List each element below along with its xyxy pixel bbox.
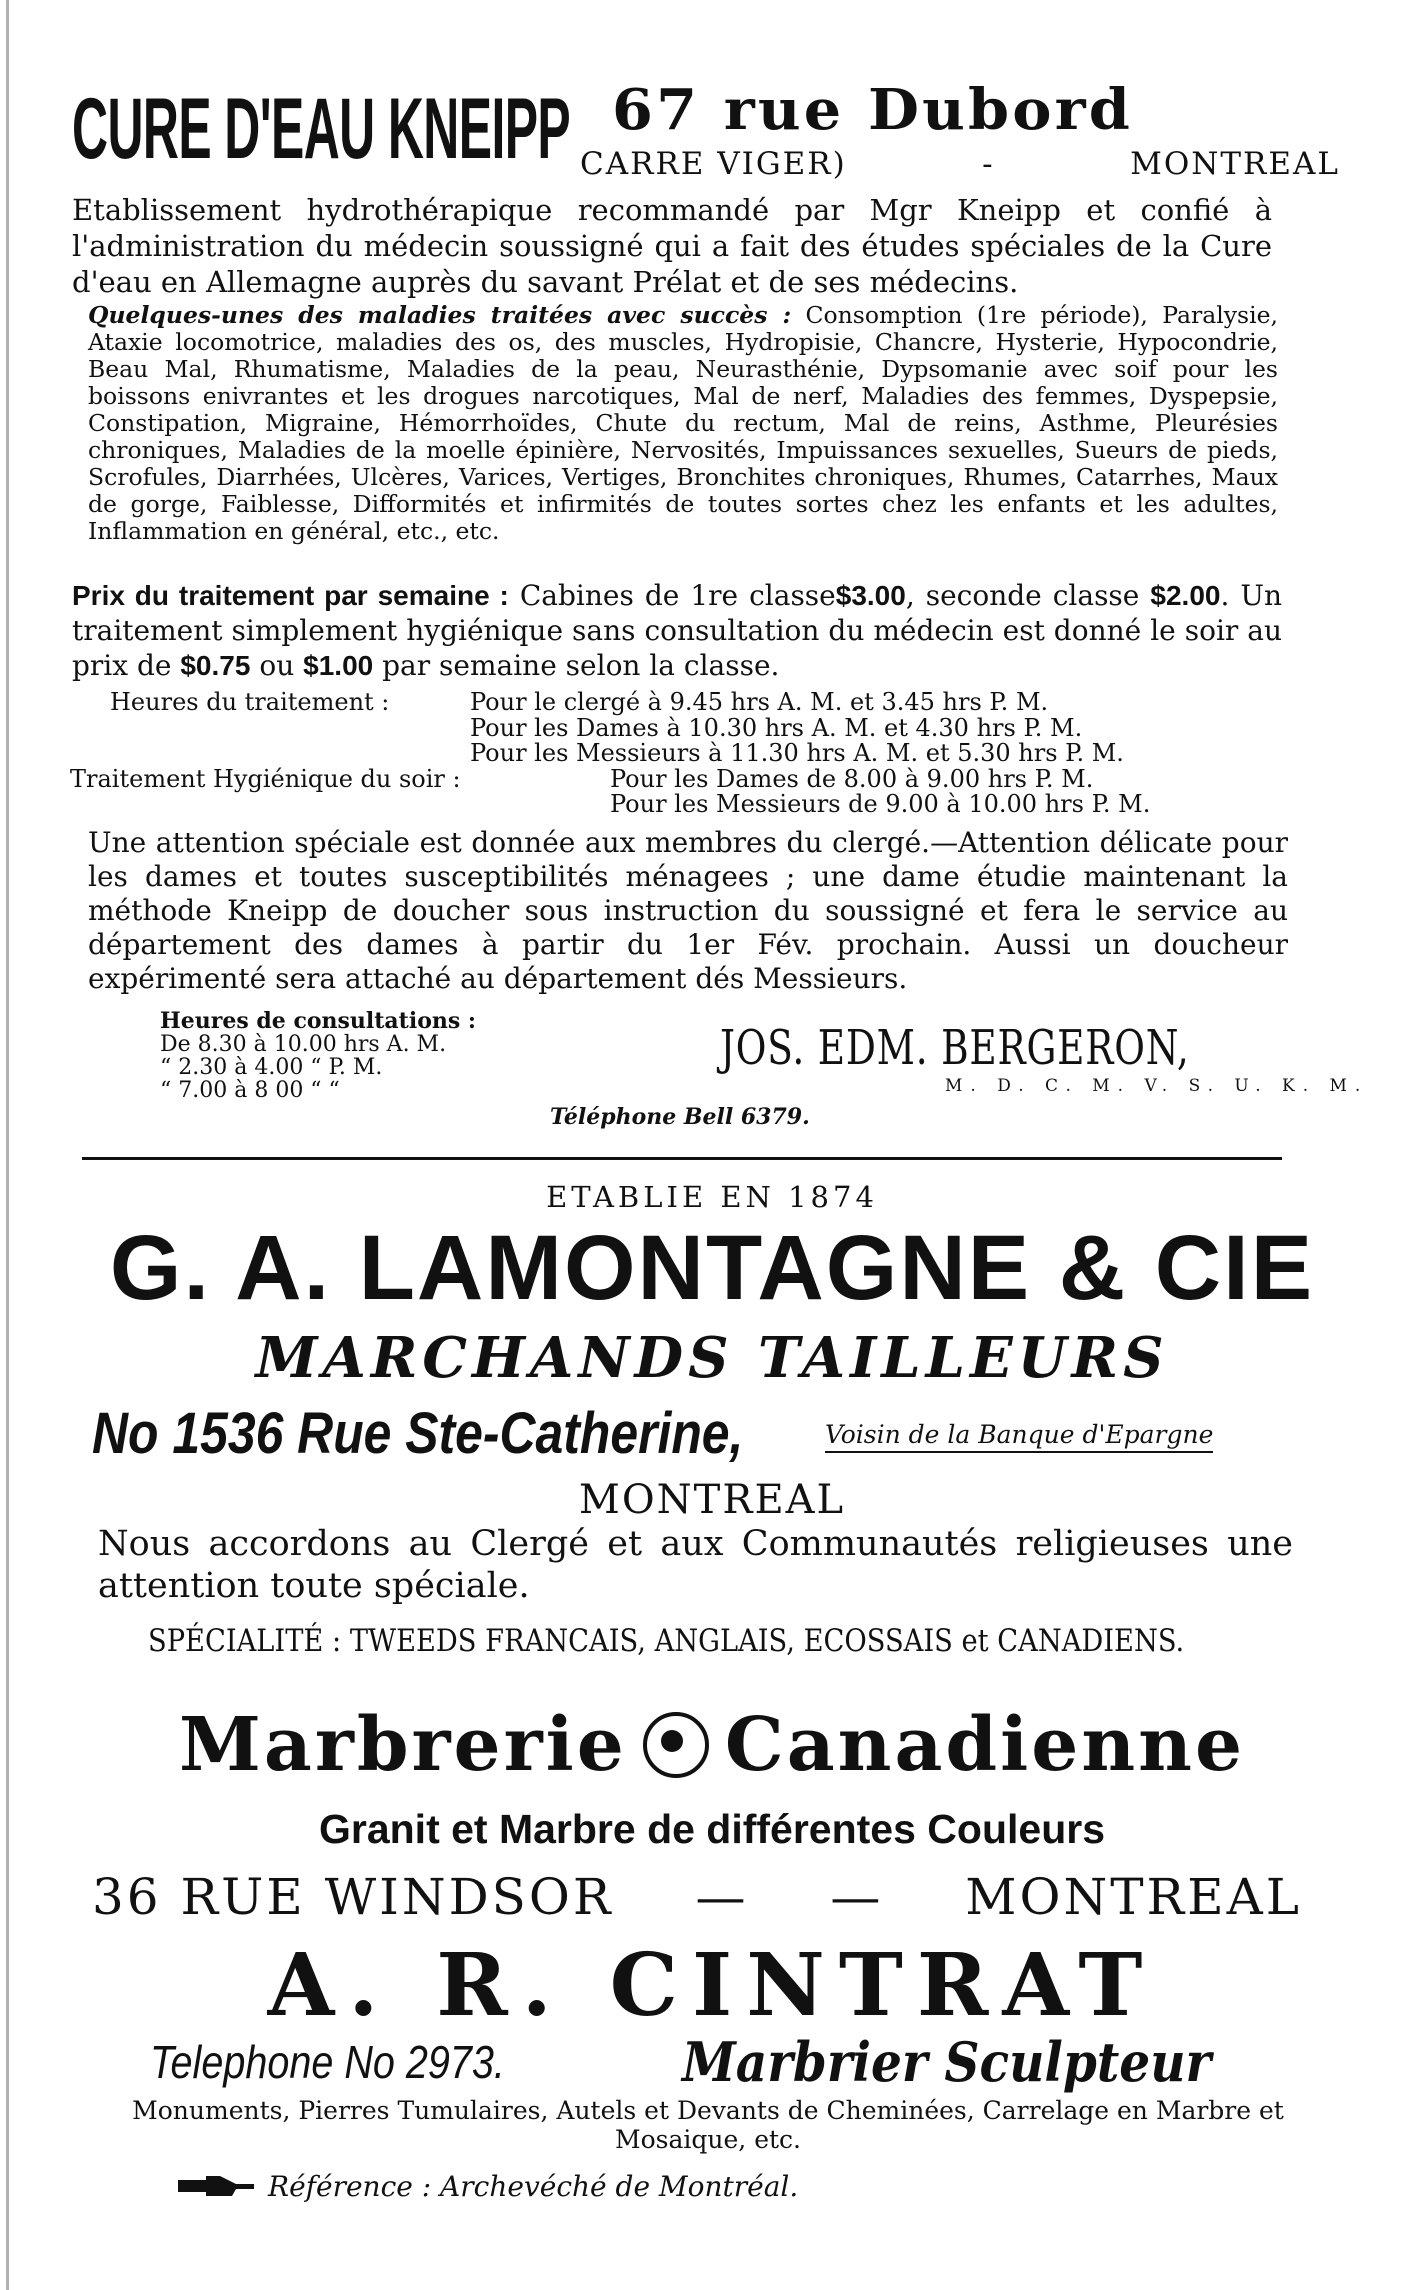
kneipp-subaddress: [580, 146, 1340, 182]
treatment-hours: [70, 688, 1280, 818]
lamontagne-city: MONTREAL: [578, 1477, 846, 1523]
hours-gentlemen: Pour les Messieurs à 11.30 hrs A. M. et 5.30 hrs P. M.: [470, 739, 1124, 767]
doctor-name: JOS. EDM. BERGERON,: [720, 1020, 1190, 1076]
marbrerie-name: [0, 1702, 1424, 1788]
reference-text: Référence : Archevéché de Montréal.: [268, 2170, 799, 2203]
lamontagne-address: No 1536 Rue Ste-Catherine,: [92, 1401, 744, 1466]
marbrerie-city: MONTREAL: [965, 1868, 1302, 1926]
price-first: $3.00: [835, 580, 906, 611]
ornament-icon: [643, 1712, 709, 1778]
established-line: ETABLIE EN 1874: [546, 1180, 878, 1214]
lamontagne-attention: Nous accordons au Clergé et aux Communautés religieuses une attention toute spéciale.: [98, 1524, 1293, 1606]
diseases-list: Consomption (1re période), Paralysie, Ataxie locomotrice, maladies des os, des muscles, Hydropisie, Chancre, Hysterie, Hypocondrie, Beau Mal, Rhumatisme, Maladies de la peau, Neurasthénie, Dypsomanie avec soif pour les boissons enivrantes et les drogues narcotiques, Mal de nerf, Maladies des femmes, Dyspepsie, Constipation, Migraine, Hémorrhoïdes, Chute du rectum, Mal de reins, Asthme, Pleurésies chroniques, Maladies de la moelle épinière, Nervosités, Impuissances sexuelles, Sueurs de pieds, Scrofules, Diarrhées, Ulcères, Varices, Vertiges, Bronchites chroniques, Rhumes, Catarrhes, Maux de gorge, Faiblesse, Difformités et infirmités de toutes sortes chez les enfants et les adultes, Inflammation en général, etc., etc.: [88, 301, 1278, 545]
consult-title: Heures de consultations :: [160, 1008, 477, 1034]
price-low: $0.75: [180, 650, 251, 681]
kneipp-intro: Etablissement hydrothérapique recommandé par Mgr Kneipp et confié à l'administration du médecin soussigné qui a fait des études spéciales de la Cure d'eau en Allemagne auprès du savant Prélat et de ses médecins.: [72, 193, 1272, 299]
price-text: ou: [259, 649, 295, 682]
consultation-hours: [160, 1010, 476, 1102]
kneipp-sub-city: MONTREAL: [1130, 146, 1340, 182]
marbrerie-name-left: Marbrerie: [178, 1702, 627, 1788]
kneipp-sub-dash: -: [982, 146, 995, 182]
kneipp-telephone: Téléphone Bell 6379.: [550, 1104, 810, 1130]
marbrerie-subtitle: Granit et Marbre de différentes Couleurs: [318, 1806, 1105, 1852]
doctor-credentials: M. D. C. M. V. S. U. K. M.: [945, 1076, 1369, 1096]
diseases-lead: Quelques-unes des maladies traitées avec succès :: [88, 301, 792, 329]
lamontagne-name: G. A. LAMONTAGNE & CIE: [109, 1217, 1315, 1319]
marbrerie-reference: [176, 2170, 798, 2203]
marbrerie-street: 36 RUE WINDSOR: [92, 1868, 614, 1926]
price-lead: Prix du traitement par semaine :: [72, 580, 509, 611]
marbrerie-products: Monuments, Pierres Tumulaires, Autels et Devants de Cheminées, Carrelage en Marbre et Mosaique, etc.: [132, 2096, 1284, 2154]
marbrerie-owner: A. R. CINTRAT: [267, 1935, 1157, 2036]
lamontagne-near: Voisin de la Banque d'Epargne: [825, 1420, 1213, 1453]
lamontagne-subtitle: MARCHANDS TAILLEURS: [255, 1325, 1169, 1391]
price-text: , seconde classe: [905, 579, 1140, 612]
kneipp-sub-left: CARRE VIGER): [580, 146, 847, 182]
lamontagne-specialty: SPÉCIALITÉ : TWEEDS FRANCAIS, ANGLAIS, ECOSSAIS et CANADIENS.: [148, 1623, 1185, 1659]
kneipp-street: 67 rue Dubord: [612, 77, 1134, 143]
hours-label: Heures du traitement :: [110, 688, 390, 716]
hygienic-ladies: Pour les Dames de 8.00 à 9.00 hrs P. M.: [610, 764, 1094, 793]
price-high: $1.00: [303, 650, 374, 681]
price-text: par semaine selon la classe.: [382, 649, 780, 682]
hours-clergy: Pour le clergé à 9.45 hrs A. M. et 3.45 hrs P. M.: [470, 688, 1049, 716]
hygienic-gentlemen: Pour les Messieurs de 9.00 à 10.00 hrs P. M.: [610, 790, 1151, 818]
marbrerie-dash: —: [695, 1868, 749, 1926]
kneipp-header: [72, 77, 1340, 193]
marbrerie-dash: —: [830, 1868, 884, 1926]
marbrerie-address: [92, 1868, 1302, 1926]
price-text: . Un traitement simplement hygiénique sans consultation du médecin est donné le soir au prix de: [72, 579, 1283, 682]
consult-row: “ 7.00 à 8 00 “ “: [160, 1078, 340, 1103]
kneipp-diseases: [88, 302, 1278, 545]
price-second: $2.00: [1150, 580, 1221, 611]
price-text: Cabines de 1re classe: [519, 579, 836, 612]
hours-ladies: Pour les Dames à 10.30 hrs A. M. et 4.30 hrs P. M.: [470, 713, 1083, 742]
section-divider: [82, 1157, 1282, 1160]
marbrerie-telephone: Telephone No 2973.: [150, 2036, 505, 2088]
kneipp-price: [72, 578, 1282, 683]
consult-row: De 8.30 à 10.00 hrs A. M.: [160, 1032, 447, 1057]
consult-row: “ 2.30 à 4.00 “ P. M.: [160, 1055, 383, 1080]
kneipp-title: CURE D'EAU KNEIPP: [72, 81, 571, 177]
kneipp-attention: Une attention spéciale est donnée aux membres du clergé.—Attention délicate pour les dames et toutes susceptibilités ménagees ; une dame étudie maintenant la méthode Kneipp de doucher sous instruction du soussigné et fera le service au département des dames à partir du 1er Fév. prochain. Aussi un doucheur expérimenté sera attaché au département dés Messieurs.: [88, 826, 1288, 995]
marbrerie-role: Marbrier Sculpteur: [682, 2030, 1212, 2094]
hygienic-label: Traitement Hygiénique du soir :: [70, 764, 461, 793]
marbrerie-name-right: Canadienne: [724, 1702, 1246, 1788]
